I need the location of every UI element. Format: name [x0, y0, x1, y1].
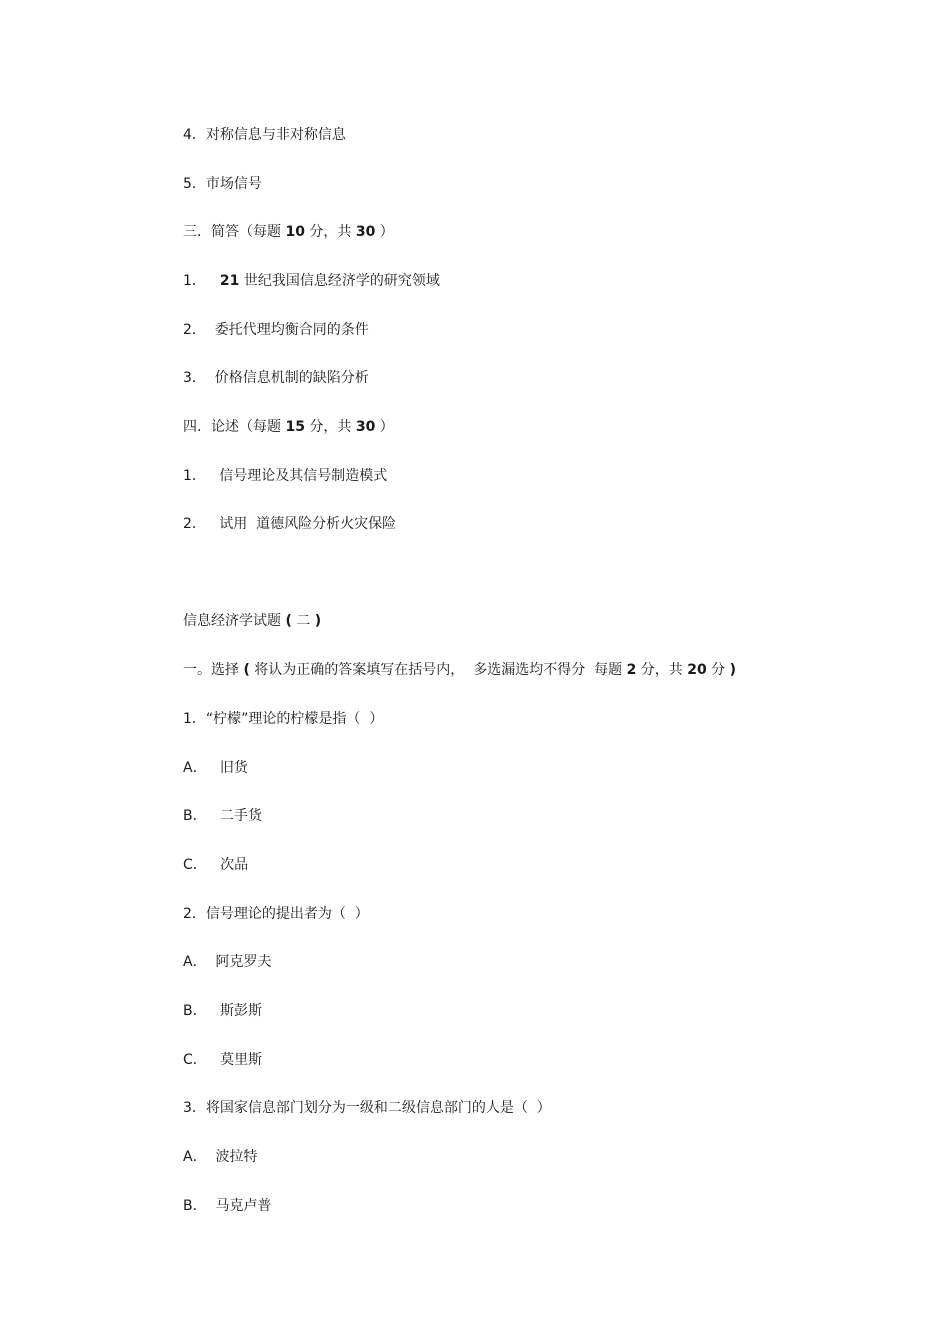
short-answer-3: 3． 价格信息机制的缺陷分析 [183, 370, 369, 386]
question-1: 1．“柠檬”理论的柠檬是指（ ） [183, 711, 384, 727]
question-1-option-a: A． 旧货 [183, 760, 248, 776]
exam2-title-close: ) [314, 613, 322, 629]
exam2-title-open: ( [285, 613, 292, 629]
section1-mid: 分，共 [636, 662, 688, 678]
short-answer-2: 2． 委托代理均衡合同的条件 [183, 322, 369, 338]
short-answer-1-text: 世纪我国信息经济学的研究领域 [239, 273, 440, 289]
question-3-option-b: B． 马克卢普 [183, 1198, 272, 1214]
question-2-option-a: A． 阿克罗夫 [183, 954, 272, 970]
section1-unit: 分 [706, 662, 730, 678]
section3-total-score: 30 [355, 224, 376, 240]
term-item-5: 5．市场信号 [183, 176, 262, 192]
exam2-title-number: 二 [291, 613, 315, 629]
section4-per-score: 15 [285, 419, 305, 435]
exam2-title-text: 信息经济学试题 [183, 613, 286, 629]
exam2-section1-heading [183, 661, 736, 679]
section4-heading-prefix: 四．论述（每题 [183, 419, 286, 435]
short-answer-1-number: 1． [183, 273, 206, 289]
section1-instructions: 将认为正确的答案填写在括号内， 多选漏选均不得分 每题 [249, 662, 627, 678]
section1-open: ( [243, 662, 250, 678]
short-answer-1-century: 21 [219, 273, 240, 289]
section1-per-score: 2 [626, 662, 637, 678]
section3-heading [183, 223, 394, 241]
section4-heading-suffix: ） [375, 419, 394, 435]
section3-heading-mid: 分，共 [304, 224, 356, 240]
section4-total-score: 30 [355, 419, 376, 435]
short-answer-1 [183, 272, 440, 290]
section4-heading [183, 418, 394, 436]
question-2-option-b: B． 斯彭斯 [183, 1003, 262, 1019]
section3-heading-suffix: ） [375, 224, 394, 240]
term-item-4: 4．对称信息与非对称信息 [183, 127, 346, 143]
section1-prefix: 一。选择 [183, 662, 244, 678]
section3-per-score: 10 [285, 224, 305, 240]
question-1-option-b: B． 二手货 [183, 808, 262, 824]
question-1-option-c: C． 次品 [183, 857, 249, 873]
question-3: 3．将国家信息部门划分为一级和二级信息部门的人是（ ） [183, 1100, 551, 1116]
question-3-option-a: A． 波拉特 [183, 1149, 258, 1165]
section1-close: ) [729, 662, 737, 678]
question-2-option-c: C． 莫里斯 [183, 1052, 263, 1068]
essay-2: 2． 试用 道德风险分析火灾保险 [183, 516, 397, 532]
section1-total-score: 20 [687, 662, 707, 678]
essay-1: 1． 信号理论及其信号制造模式 [183, 468, 388, 484]
section3-heading-prefix: 三．简答（每题 [183, 224, 286, 240]
section4-heading-mid: 分，共 [304, 419, 356, 435]
exam2-title [183, 612, 321, 630]
question-2: 2．信号理论的提出者为（ ） [183, 906, 369, 922]
